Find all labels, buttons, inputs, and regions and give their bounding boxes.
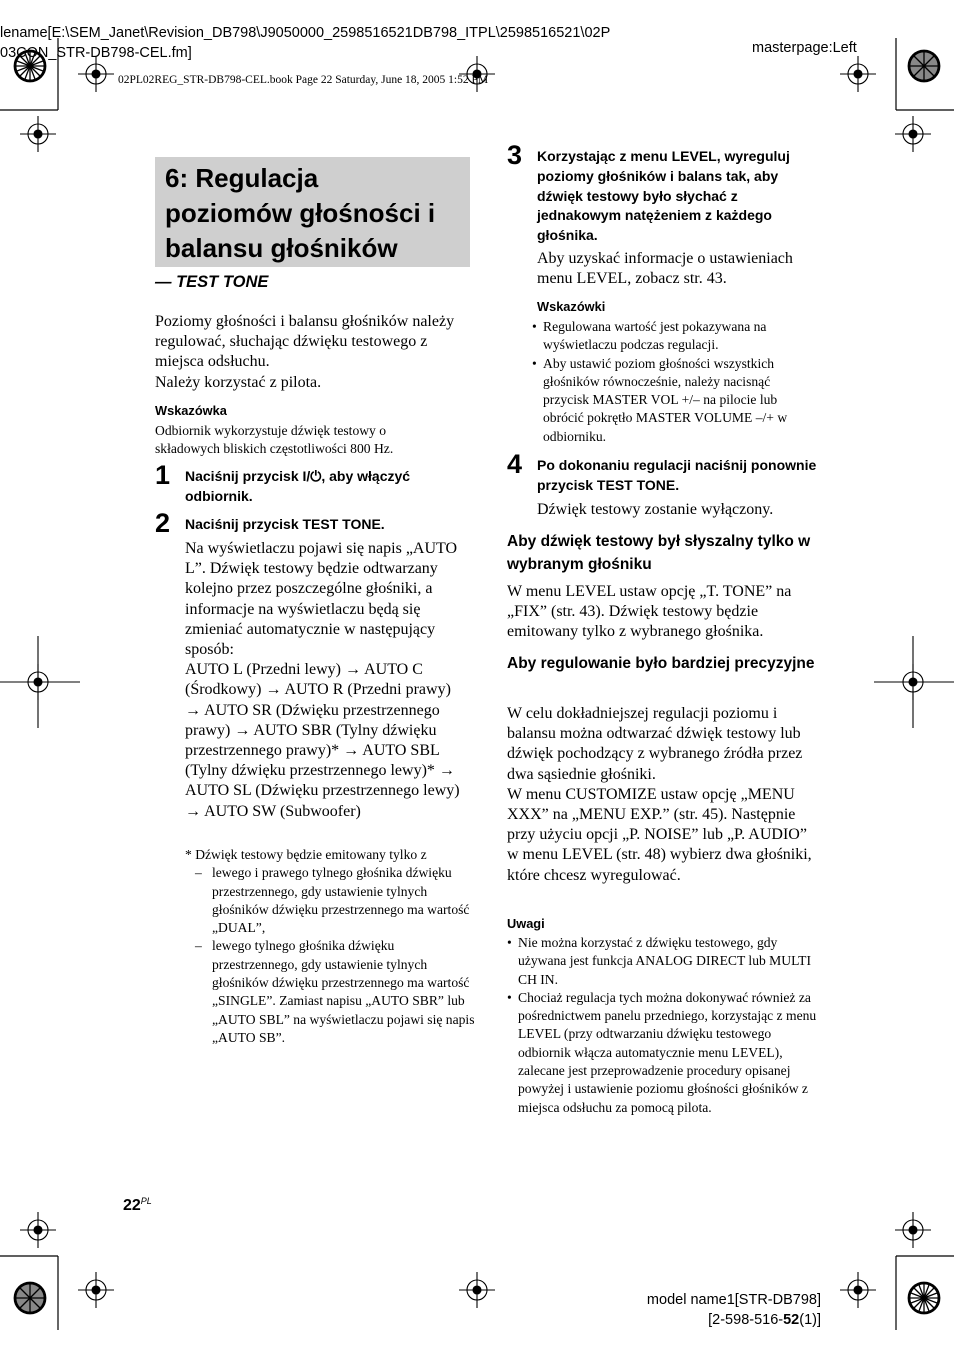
title-line3: balansu głośników (165, 233, 398, 263)
list-item: • Regulowana wartość jest pokazywana na wyświetlaczu podczas regulacji. (532, 318, 818, 355)
step-body: Aby uzyskać informacje o ustawieniach menu LEVEL, zobacz str. 43. (537, 250, 793, 288)
subheading: Aby regulowanie było bardziej precyzyjne (507, 655, 815, 672)
step2-description: Na wyświetlaczu pojawi się napis „AUTO L”. Dźwięk testowy będzie odtwarzany kolejno przez poszczególne głośniki, a informacje na wyświetlaczu będą się zmieniać automatycznie w następujący sposób: (185, 540, 458, 659)
tips-list-container (532, 318, 818, 446)
filename-line1: lename[E:\SEM_Janet\Revision_DB798\J9050000_2598516521DB798_ITPL\2598516521\02P (0, 25, 611, 41)
page-language-suffix: PL (140, 1196, 152, 1206)
registration-target-icon (840, 56, 876, 92)
step-body: Dźwięk testowy zostanie wyłączony. (537, 501, 774, 518)
registration-target-icon (20, 1212, 56, 1248)
star-target-icon (908, 50, 940, 82)
paragraph-text: W celu dokładniejszej regulacji poziomu i balansu można odtwarzać dźwięk testowy lub dźwięk pochodzący z wybranego źródła przez dwa sąsiednie głośniki. (507, 705, 803, 783)
registration-target-icon (840, 1272, 876, 1308)
list-item: • Chociaż regulacja tych można dokonywać również za pośrednictwem panelu przedniego, korzystając z menu LEVEL (przy odtwarzaniu dźwięku testowego odbiornik włącza automatycznie menu LEVEL), zalecane jest przeprowadzenie procedury opisanej powyżej i ustawienie poziomu głośności głośników z miejsca odsłuchu za pomocą pilota. (507, 989, 819, 1117)
header-filename (0, 23, 610, 63)
section-title (165, 161, 460, 266)
step-number: 4 (507, 449, 523, 479)
step-number: 2 (155, 508, 171, 538)
tips-list (532, 318, 818, 446)
section-title-box (155, 157, 470, 267)
list-item: • Aby ustawić poziom głośności wszystkich głośników równocześnie, należy nacisnąć przycisk MASTER VOL +/– na pilocie lub obrócić pokrętło MASTER VOLUME –/+ w odbiorniku. (532, 355, 818, 446)
subheading: Aby dźwięk testowy był słyszalny tylko w wybranym głośniku (507, 533, 811, 573)
title-line2: poziomów głośności i (165, 198, 436, 228)
step-instruction: Naciśnij przycisk I/⏻, aby włączyć odbiornik. (185, 468, 411, 504)
filename-line2: 03CON_STR-DB798-CEL.fm] (0, 45, 192, 61)
registration-target-icon (895, 1212, 931, 1248)
page-number (123, 1196, 152, 1215)
registration-target-icon (895, 116, 931, 152)
masterpage-label: masterpage:Left (752, 40, 857, 56)
paragraph-text: W menu CUSTOMIZE ustaw opcję „MENU XXX” na „MENU EXP.” (str. 45). Następnie przy użyciu opcji „P. NOISE” lub „P. AUDIO” w menu LEVEL (str. 48) wybierz dwa głośniki, które chcesz wyregulować. (507, 785, 812, 884)
step-instruction: Po dokonaniu regulacji naciśnij ponownie przycisk TEST TONE. (537, 457, 817, 493)
section-subtitle: — TEST TONE (155, 273, 269, 291)
intro-text: Poziomy głośności i balansu głośników należy regulować, słuchając dźwięku testowego z miejsca odsłuchu. (155, 313, 455, 371)
paragraph: W menu LEVEL ustaw opcję „T. TONE” na „FIX” (str. 43). Dźwięk testowy będzie emitowany tylko z wybranego głośnika. (507, 583, 792, 641)
list-item: – lewego tylnego głośnika dźwięku przestrzennego, gdy ustawienie tylnych głośników dźwięku przestrzennego ma wartość „SINGLE”. Zamiast napisu „AUTO SBR” lub „AUTO SBL” na wyświetlaczu pojawi się napis „AUTO SB”. (195, 937, 475, 1047)
title-line1: 6: Regulacja (165, 163, 319, 193)
step-body (185, 539, 470, 822)
star-target-icon (908, 1282, 940, 1314)
paragraph (507, 704, 822, 886)
star-target-icon (14, 1282, 46, 1314)
registration-target-icon (459, 1272, 495, 1308)
footnote-list (195, 864, 475, 1047)
notes-list-container (507, 934, 819, 1117)
tip-text: Odbiornik wykorzystuje dźwięk testowy o składowych bliskich częstotliwości 800 Hz. (155, 423, 394, 457)
list-item: – lewego i prawego tylnego głośnika dźwięku przestrzennego, gdy ustawienie tylnych głośników dźwięku przestrzennego ma wartość „DUAL”, (195, 864, 475, 937)
code-prefix: [2-598-516- (708, 1312, 784, 1328)
notes-list (507, 934, 819, 1117)
footer-model: model name1[STR-DB798] (646, 1292, 821, 1308)
intro-text-2: Należy korzystać z pilota. (155, 373, 322, 391)
registration-target-icon (20, 116, 56, 152)
step-instruction: Korzystając z menu LEVEL, wyreguluj poziomy głośników i balans tak, aby dźwięk testowy było słychać z jednakowym natężeniem z każdego głośnika. (537, 148, 790, 244)
tips-label: Wskazówki (537, 299, 606, 314)
page-number-value: 22 (123, 1197, 141, 1214)
footnote-text: * Dźwięk testowy będzie emitowany tylko z (185, 847, 427, 862)
list-item: • Nie można korzystać z dźwięku testowego, gdy używana jest funkcja ANALOG DIRECT lub MULTI CH IN. (507, 934, 819, 989)
speaker-sequence: AUTO L (Przedni lewy) → AUTO C (Środkowy) → AUTO R (Przedni prawy) → AUTO SR (Dźwięku przestrzennego prawy) → AUTO SBR (Tylny dźwięku przestrzennego prawy)* → AUTO SBL (Tylny dźwięku przestrzennego lewy)* → AUTO SL (Dźwięku przestrzennego lewy) → AUTO SW (Subwoofer) (185, 661, 460, 820)
code-suffix: (1)] (799, 1312, 821, 1328)
registration-target-icon (78, 1272, 114, 1308)
book-info: 02PL02REG_STR-DB798-CEL.book Page 22 Saturday, June 18, 2005 1:52 PM (118, 74, 489, 86)
notes-label: Uwagi (507, 916, 545, 931)
step-instruction: Naciśnij przycisk TEST TONE. (185, 516, 385, 532)
intro-paragraph (155, 312, 470, 393)
code-bold: 52 (783, 1312, 800, 1328)
footer-code (708, 1312, 821, 1328)
step-number: 1 (155, 460, 171, 490)
step-number: 3 (507, 140, 523, 170)
footnote (185, 846, 475, 1047)
tip-label: Wskazówka (155, 403, 227, 418)
